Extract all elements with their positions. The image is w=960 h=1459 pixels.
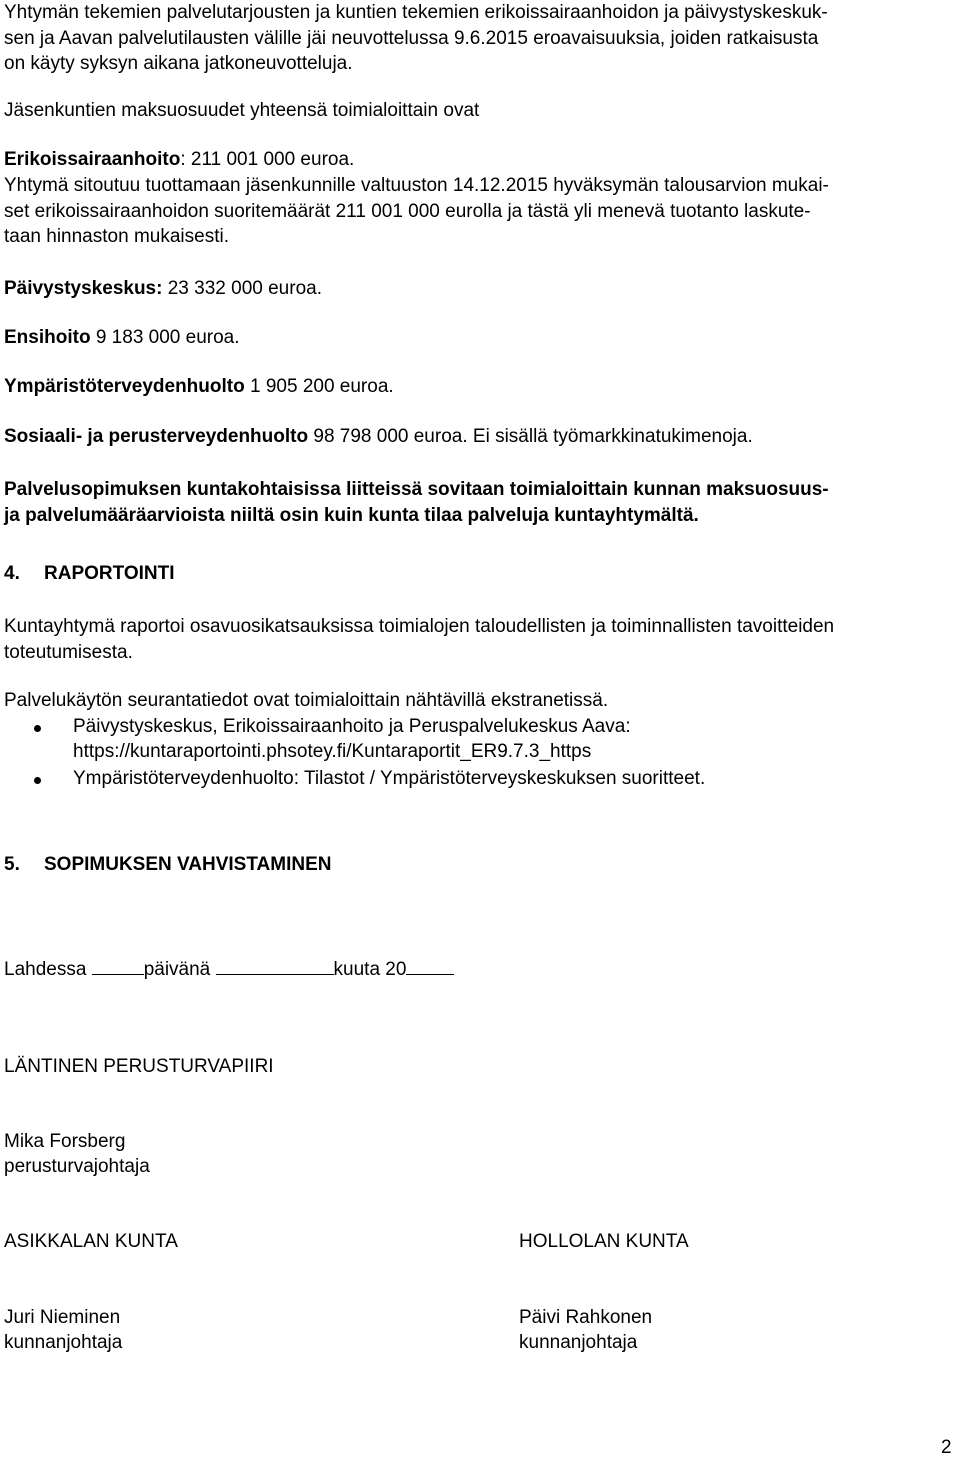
ensihoito-value: 9 183 000 euroa. bbox=[90, 327, 240, 348]
reporting-paragraph bbox=[4, 614, 956, 665]
ymparisto-label: Ympäristöterveydenhuolto bbox=[4, 376, 245, 397]
ymparisto-value: 1 905 200 euroa. bbox=[244, 376, 394, 397]
bullet-item-1-line-1: Päivystyskeskus, Erikoissairaanhoito ja Peruspalvelukeskus Aava: bbox=[73, 716, 631, 737]
section-title: RAPORTOINTI bbox=[44, 563, 175, 584]
organization-name: LÄNTINEN PERUSTURVAPIIRI bbox=[4, 1056, 274, 1077]
ensihoito-label: Ensihoito bbox=[4, 327, 91, 348]
section-number: 4. bbox=[4, 563, 20, 584]
pk-label: Päivystyskeskus: bbox=[4, 278, 163, 299]
signing-dateline bbox=[4, 956, 454, 981]
paragraph-line: Yhtymän tekemien palvelutarjousten ja kuntien tekemien erikoissairaanhoidon ja päivystyskeskuk- bbox=[4, 2, 828, 23]
section-number: 5. bbox=[4, 854, 20, 875]
hollola-signer-name: Päivi Rahkonen bbox=[519, 1307, 653, 1328]
dateline-place: Lahdessa bbox=[4, 959, 92, 980]
monitoring-text: Palvelukäytön seurantatiedot ovat toimialoittain nähtävillä ekstranetissä. bbox=[4, 690, 609, 711]
section-heading-vahvistaminen bbox=[4, 854, 332, 876]
sosiaali-amount bbox=[4, 426, 753, 448]
month-blank bbox=[216, 956, 334, 975]
section-title: SOPIMUKSEN VAHVISTAMINEN bbox=[44, 854, 332, 875]
paragraph-line: Palvelusopimuksen kuntakohtaisissa liitteissä sovitaan toimialoittain kunnan maksuosuus- bbox=[4, 479, 829, 500]
pk-amount bbox=[4, 278, 322, 300]
paragraph-line: Yhtymä sitoutuu tuottamaan jäsenkunnille valtuuston 14.12.2015 hyväksymän talousarvion mukai- bbox=[4, 175, 829, 196]
esh-label: Erikoissairaanhoito bbox=[4, 149, 181, 170]
year-blank bbox=[406, 956, 454, 975]
paragraph-line: set erikoissairaanhoidon suoritemäärät 211 001 000 eurolla ja tästä yli menevä tuotanto laskute- bbox=[4, 200, 811, 222]
asikkala-signer-name: Juri Nieminen bbox=[4, 1307, 121, 1328]
commitment-paragraph bbox=[4, 173, 956, 250]
sosiaali-value: 98 798 000 euroa. Ei sisällä työmarkkinatukimenoja. bbox=[308, 426, 753, 447]
paragraph-line: ja palvelumääräarvioista niiltä osin kuin kunta tilaa palveluja kuntayhtymältä. bbox=[4, 504, 699, 526]
paragraph-line: toteutumisesta. bbox=[4, 641, 133, 663]
municipality-asikkala: ASIKKALAN KUNTA bbox=[4, 1231, 178, 1252]
signer-name: Mika Forsberg bbox=[4, 1131, 126, 1152]
esh-amount bbox=[4, 149, 354, 171]
bullet-item-2: Ympäristöterveydenhuolto: Tilastot / Ympäristöterveyskeskuksen suoritteet. bbox=[73, 768, 706, 789]
ymparisto-amount bbox=[4, 376, 394, 398]
pk-value: 23 332 000 euroa. bbox=[162, 278, 322, 299]
payment-intro: Jäsenkuntien maksuosuudet yhteensä toimialoittain ovat bbox=[4, 100, 480, 121]
esh-value: : 211 001 000 euroa. bbox=[180, 149, 355, 170]
dateline-day-word: päivänä bbox=[143, 959, 216, 980]
day-blank bbox=[92, 956, 144, 975]
section-heading-raportointi bbox=[4, 563, 175, 585]
hollola-signer-title: kunnanjohtaja bbox=[519, 1332, 638, 1353]
signer-title: perusturvajohtaja bbox=[4, 1156, 150, 1177]
asikkala-signer-title: kunnanjohtaja bbox=[4, 1332, 123, 1353]
dateline-month-word: kuuta 20 bbox=[333, 959, 407, 980]
bullet-icon bbox=[34, 777, 41, 784]
bullet-icon bbox=[34, 725, 41, 732]
paragraph-line: taan hinnaston mukaisesti. bbox=[4, 226, 229, 247]
ensihoito-amount bbox=[4, 327, 240, 349]
negotiation-paragraph bbox=[4, 0, 956, 77]
report-link[interactable]: https://kuntaraportointi.phsotey.fi/Kuntaraportit_ER9.7.3_https bbox=[73, 741, 592, 762]
paragraph-line: Kuntayhtymä raportoi osavuosikatsauksissa toimialojen taloudellisten ja toiminnallisten tavoitteiden bbox=[4, 616, 835, 637]
page-number: 2 bbox=[941, 1437, 952, 1458]
paragraph-line: on käyty syksyn aikana jatkoneuvotteluja. bbox=[4, 53, 353, 74]
sosiaali-label: Sosiaali- ja perusterveydenhuolto bbox=[4, 426, 309, 447]
municipality-hollola: HOLLOLAN KUNTA bbox=[519, 1231, 689, 1252]
service-agreement-paragraph bbox=[4, 477, 956, 528]
paragraph-line: sen ja Aavan palvelutilausten välille jäi neuvottelussa 9.6.2015 eroavaisuuksia, joiden ratkaisusta bbox=[4, 27, 819, 49]
